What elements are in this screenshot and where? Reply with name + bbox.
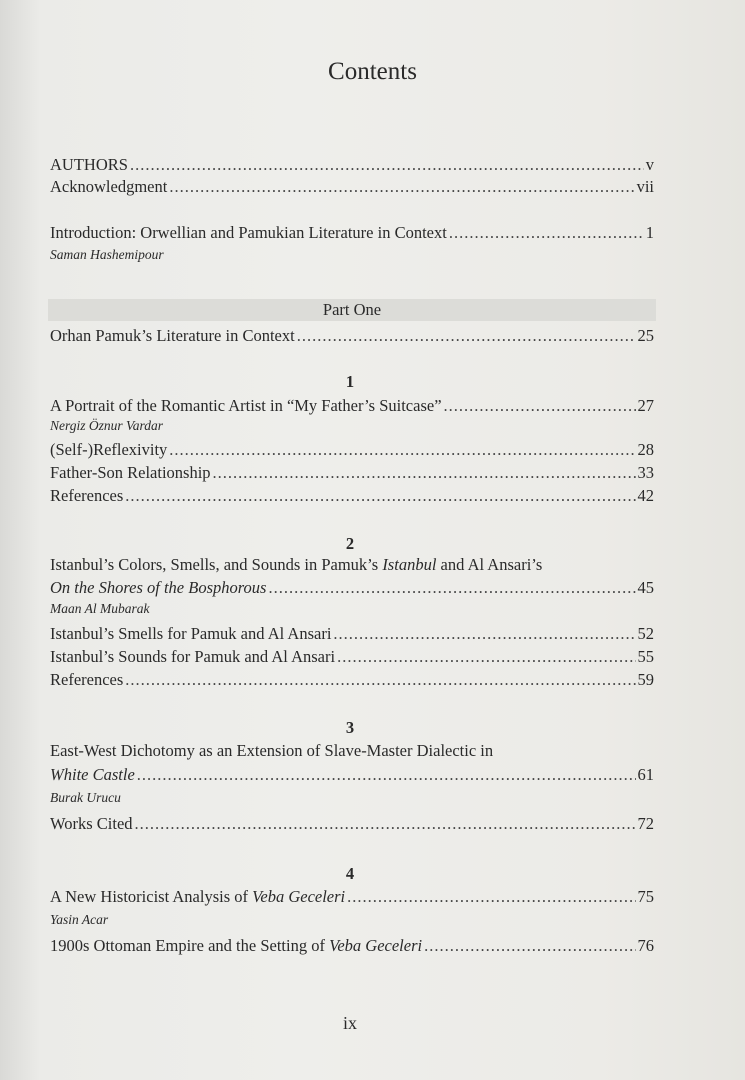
entry-page: 61 [637, 765, 654, 784]
leader-dots [297, 326, 636, 346]
entry-text [50, 765, 135, 785]
entry-text [50, 887, 345, 907]
entry-page: vii [636, 177, 654, 196]
leader-dots [333, 624, 635, 644]
title-italic: On the Shores of the Bosphorous [50, 578, 267, 597]
entry-page: 27 [637, 396, 654, 415]
title-part: Istanbul’s Colors, Smells, and Sounds in Pamuk’s [50, 555, 383, 574]
entry-page: 75 [637, 887, 654, 906]
entry-text: Istanbul’s Smells for Pamuk and Al Ansari [50, 624, 332, 643]
toc-entry-part-one [50, 326, 654, 346]
entry-text: (Self-)Reflexivity [50, 440, 168, 459]
leader-dots [169, 440, 635, 460]
entry-page: 59 [637, 670, 654, 689]
entry-text: A Portrait of the Romantic Artist in “My Father’s Suitcase” [50, 396, 442, 415]
entry-page: 25 [637, 326, 654, 345]
toc-entry-chapter-1 [50, 396, 654, 416]
entry-page: 33 [637, 463, 654, 482]
chapter-3-title-line-1: East-West Dichotomy as an Extension of Slave-Master Dialectic in [50, 741, 494, 760]
chapter-number: 4 [345, 864, 355, 883]
entry-text: Orhan Pamuk’s Literature in Context [50, 326, 295, 345]
leader-dots [135, 814, 636, 834]
toc-entry-introduction [50, 223, 654, 243]
entry-page: 72 [637, 814, 654, 833]
leader-dots [169, 177, 634, 197]
chapter-number: 2 [345, 534, 355, 553]
toc-entry-chapter-3 [50, 765, 654, 785]
entry-page: 52 [637, 624, 654, 643]
chapter-author: Burak Urucu [50, 790, 121, 805]
chapter-author: Nergiz Öznur Vardar [50, 418, 164, 433]
leader-dots [268, 578, 635, 598]
entry-page: v [645, 155, 654, 174]
title-italic: Veba Geceleri [329, 936, 423, 955]
entry-page: 28 [637, 440, 654, 459]
toc-entry-section [50, 936, 654, 956]
leader-dots [130, 155, 644, 175]
entry-page: 42 [637, 486, 654, 505]
title-italic: White Castle [50, 765, 135, 784]
toc-entry-section [50, 670, 654, 690]
entry-text: Works Cited [50, 814, 133, 833]
chapter-2-title-line-1 [50, 555, 654, 575]
intro-author: Saman Hashemipour [50, 247, 164, 262]
toc-entry-section [50, 486, 654, 506]
entry-page: 45 [637, 578, 654, 597]
toc-entry-authors [50, 155, 654, 175]
leader-dots [424, 936, 635, 956]
entry-text [50, 936, 422, 956]
chapter-author: Yasin Acar [50, 912, 109, 927]
entry-page: 76 [637, 936, 654, 955]
leader-dots [444, 396, 636, 416]
leader-dots [213, 463, 636, 483]
title-part: A New Historicist Analysis of [50, 887, 253, 906]
toc-entry-section [50, 440, 654, 460]
page-number: ix [342, 1013, 357, 1033]
title-italic: Veba Geceleri [252, 887, 346, 906]
toc-entry-section [50, 624, 654, 644]
toc-entry-section [50, 647, 654, 667]
entry-text: References [50, 670, 124, 689]
toc-entry-acknowledgment [50, 177, 654, 197]
toc-entry-section [50, 814, 654, 834]
toc-entry-chapter-4 [50, 887, 654, 907]
title-part: 1900s Ottoman Empire and the Setting of [50, 936, 330, 955]
leader-dots [125, 486, 635, 506]
page-title: Contents [328, 58, 417, 85]
chapter-number: 3 [345, 718, 355, 737]
entry-text: Istanbul’s Sounds for Pamuk and Al Ansari [50, 647, 336, 666]
title-italic: Istanbul [382, 555, 437, 574]
entry-page: 55 [637, 647, 654, 666]
leader-dots [347, 887, 635, 907]
entry-text: AUTHORS [50, 155, 128, 174]
leader-dots [449, 223, 644, 243]
leader-dots [337, 647, 635, 667]
entry-text: Father-Son Relationship [50, 463, 211, 482]
part-heading: Part One [48, 299, 656, 321]
leader-dots [137, 765, 636, 785]
entry-text: Introduction: Orwellian and Pamukian Literature in Context [50, 223, 447, 242]
toc-entry-chapter-2 [50, 578, 654, 598]
leader-dots [125, 670, 635, 690]
chapter-number: 1 [345, 372, 355, 391]
entry-text [50, 578, 266, 598]
chapter-author: Maan Al Mubarak [50, 601, 150, 616]
title-part: and Al Ansari’s [436, 555, 543, 574]
toc-entry-section [50, 463, 654, 483]
entry-text: References [50, 486, 124, 505]
entry-page: 1 [645, 223, 654, 242]
entry-text: Acknowledgment [50, 177, 168, 196]
